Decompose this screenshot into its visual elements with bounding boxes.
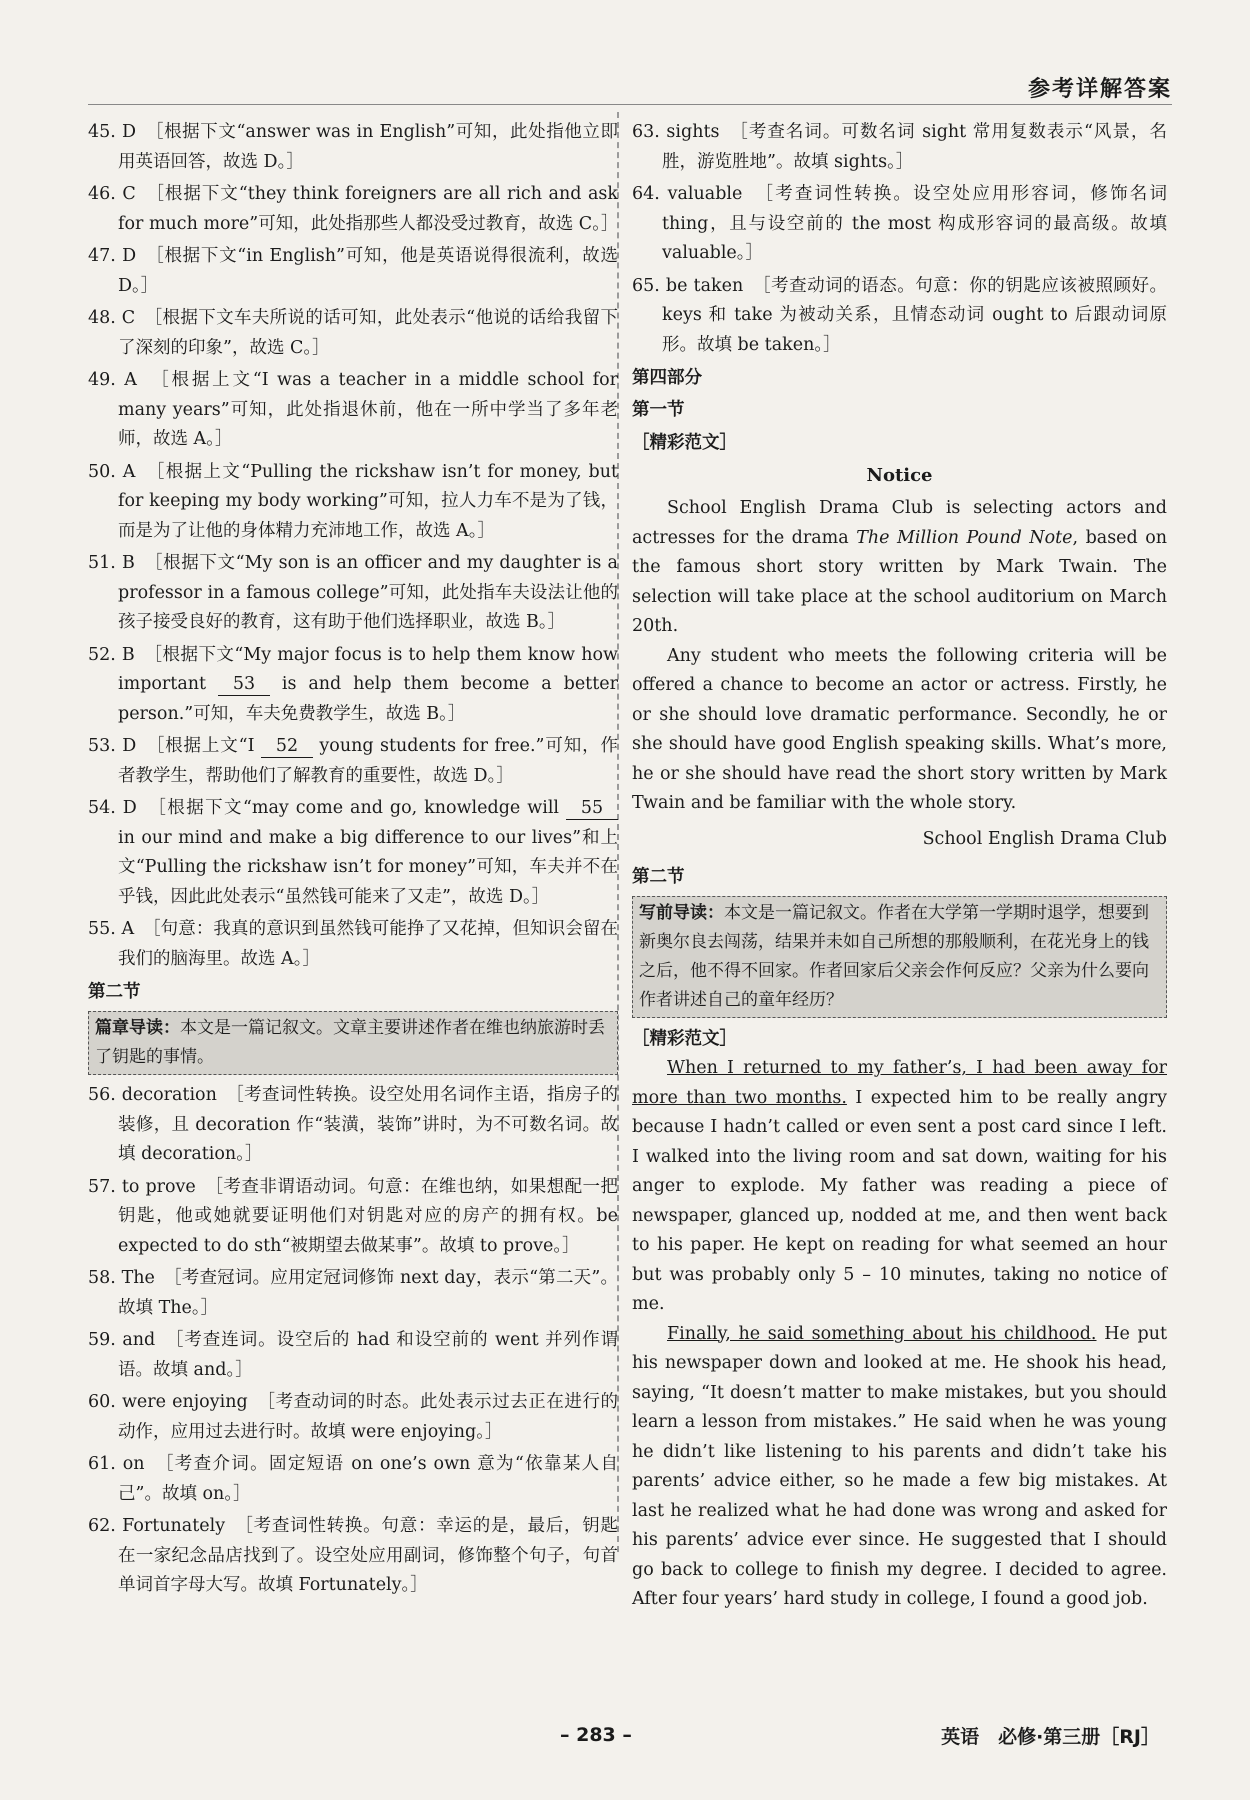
answer-num: 60. were enjoying [88, 1392, 248, 1412]
right-column [632, 118, 1167, 1615]
answer-num: 45. D [88, 122, 137, 142]
answer-num: 64. valuable [632, 184, 743, 204]
answer-num: 55. A [88, 919, 135, 939]
answer-item [88, 1512, 618, 1601]
answer-item-52 [88, 641, 618, 730]
answer-item [88, 549, 618, 638]
notice-title: Notice [866, 465, 933, 486]
essay-given-start: Finally, he said something about his childhood. [667, 1323, 1097, 1344]
model-essay-label: ［精彩范文］ [632, 433, 737, 453]
answer-num: 61. on [88, 1454, 145, 1474]
answer-item [632, 118, 1167, 177]
answer-item [88, 1450, 618, 1509]
notice-text: School English Drama Club is selecting actors and actresses for the drama [632, 498, 1167, 548]
answer-text: ［根据下文“My major focus is to help them know how important [118, 644, 618, 694]
blank-number: 53 [218, 673, 270, 696]
answer-item [88, 366, 618, 455]
model-essay-label: ［精彩范文］ [632, 1029, 737, 1049]
guide-text: 本文是一篇记叙文。作者在大学第一学期时退学，想要到新奥尔良去闯荡，结果并未如自己所想的那般顺利，在花光身上的钱之后，他不得不回家。作者回家后父亲会作何反应？父亲为什么要向作者讲述自己的童年经历？ [639, 903, 1149, 1010]
notice-text: , based on the famous short story written by Mark Twain. The selection will take place at the school auditorium on March 20th. [632, 527, 1167, 636]
section-heading: 第二节 [632, 867, 685, 887]
notice-paragraph-1 [632, 494, 1167, 642]
part-heading: 第四部分 [632, 368, 702, 388]
answer-text: ［根据下文“in English”可知，他是英语说得很流利，故选 D。］ [118, 246, 618, 296]
answer-item [88, 1081, 618, 1170]
section-heading: 第二节 [88, 982, 141, 1002]
blank-number: 52 [261, 735, 313, 758]
answer-item [88, 118, 618, 177]
answer-num: 54. D [88, 798, 137, 818]
answer-num: 58. The [88, 1268, 155, 1288]
essay-paragraph-1 [632, 1054, 1167, 1320]
answer-num: 49. A [88, 370, 137, 390]
answer-text: ［考查冠词。应用定冠词修饰 next day，表示“第二天”。故填 The。］ [118, 1268, 618, 1318]
answer-text: ［考查介词。固定短语 on one’s own 意为“依靠某人自己”。故填 on。］ [118, 1454, 619, 1504]
page-header-title: 参考详解答案 [1027, 77, 1172, 102]
left-column [88, 118, 618, 1604]
book-title: 英语 必修·第三册［RJ］ [941, 1726, 1160, 1748]
guide-label: 写前导读： [639, 903, 724, 923]
reading-guide-box [88, 1011, 618, 1075]
answer-text: ［根据下文车夫所说的话可知，此处表示“他说的话给我留下了深刻的印象”，故选 C。］ [118, 308, 618, 358]
answer-text: ［考查动词的时态。此处表示过去正在进行的动作，应用过去进行时。故填 were enjoying。］ [118, 1392, 619, 1442]
answer-item-53 [88, 732, 618, 791]
answer-item [88, 180, 618, 239]
answer-list-part1 [88, 118, 618, 638]
answer-item [88, 304, 618, 363]
page-number: – 283 – [560, 1724, 632, 1746]
answer-num: 46. C [88, 184, 136, 204]
answer-num: 65. be taken [632, 275, 744, 296]
answer-item [88, 458, 618, 547]
answer-item [88, 242, 618, 301]
answer-item-54 [88, 794, 618, 912]
answer-text: ［句意：我真的意识到虽然钱可能挣了又花掉，但知识会留在我们的脑海里。故选 A。］ [118, 919, 618, 969]
answer-num: 48. C [88, 308, 136, 328]
answer-num: 63. sights [632, 122, 720, 142]
answer-text: ［考查词性转换。句意：幸运的是，最后，钥匙在一家纪念品店找到了。设空处应用副词，修饰整个句子，句首单词首字母大写。故填 Fortunately。］ [118, 1516, 618, 1595]
answer-item [88, 1326, 618, 1385]
answer-num: 59. and [88, 1330, 156, 1350]
notice-paragraph-2: Any student who meets the following criteria will be offered a chance to become an actor or actress. Firstly, he or she should love dramatic performance. Secondly, he or she should have good English speaking skills. What’s more, he or she should have read the short story written by Mark Twain and be familiar with the whole story. [632, 645, 1167, 813]
header-rule [88, 104, 1172, 105]
answer-text: ［考查词性转换。设空处应用形容词，修饰名词 thing，且与设空前的 the most 构成形容词的最高级。故填 valuable。］ [662, 184, 1168, 263]
blank-number: 55 [566, 797, 618, 820]
answer-text: is and help them become a better person.”可知，车夫免费教学生，故选 B。］ [118, 674, 618, 724]
answer-num: 51. B [88, 553, 135, 573]
answer-text: ［考查名词。可数名词 sight 常用复数表示“风景，名胜，游览胜地”。故填 sights。］ [662, 122, 1168, 172]
answer-text: ［根据下文“My son is an officer and my daughter is a professor in a famous college”可知，此处指车夫设法让他的孩子接受良好的教育，这有助于他们选择职业，故选 B。］ [118, 553, 618, 632]
answer-text: ［根据下文“answer was in English”可知，此处指他立即用英语回答，故选 D。］ [118, 122, 619, 172]
answer-item [88, 1173, 618, 1262]
writing-guide-box [632, 896, 1167, 1018]
answer-text: ［考查动词的语态。句意：你的钥匙应该被照顾好。keys 和 take 为被动关系，且情态动词 ought to 后跟动词原形。故填 be taken。］ [662, 275, 1168, 355]
answer-text: ［根据上文“I was a teacher in a middle school for many years”可知，此处指退休前，他在一所中学当了多年老师，故选 A。］ [118, 370, 618, 449]
answer-list-part2 [88, 1081, 618, 1601]
essay-paragraph-2 [632, 1320, 1167, 1615]
answer-text: ［根据下文“they think foreigners are all rich and ask for much more”可知，此处指那些人都没受过教育，故选 C。］ [118, 184, 619, 234]
answer-text: ［根据上文“Pulling the rickshaw isn’t for money, but for keeping my body working”可知，拉人力车不是为了钱，而是为了让他的身体精力充沛地工作，故选 A。］ [118, 461, 618, 541]
answer-text: ［考查连词。设空后的 had 和设空前的 went 并列作谓语。故填 and。］ [118, 1330, 619, 1380]
answer-text: ［考查非谓语动词。句意：在维也纳，如果想配一把钥匙，他或她就要证明他们对钥匙对应的房产的拥有权。be expected to do sth“被期望去做某事”。故填 to prove。］ [118, 1176, 619, 1256]
guide-text: 本文是一篇记叙文。文章主要讲述作者在维也纳旅游时丢了钥匙的事情。 [95, 1018, 605, 1067]
answer-item [88, 1264, 618, 1323]
drama-title: The Million Pound Note [856, 527, 1073, 548]
answer-num: 53. D [88, 736, 137, 756]
answer-item [632, 180, 1167, 269]
answer-text: ［根据上文“I [155, 736, 255, 756]
answer-num: 50. A [88, 461, 136, 482]
answer-item-55 [88, 915, 618, 974]
answer-num: 56. decoration [88, 1085, 217, 1105]
essay-text: He put his newspaper down and looked at me. He shook his head, saying, “It doesn’t matter to make mistakes, but you should learn a lesson from mistakes.” He said when he was young he didn’t like listening to his parents and didn’t take his parents’ advice either, so he made a few big mistakes. At last he realized what he had done was wrong and asked for his parents’ advice ever since. He suggested that I should go back to college to finish my degree. I decided to agree. After four years’ hard study in college, I found a good job. [632, 1323, 1168, 1609]
notice-signature: School English Drama Club [922, 828, 1167, 849]
essay-given-start: When I returned to my father’s, I had been away for more than two months. [632, 1058, 1167, 1108]
answer-text: in our mind and make a big difference to our lives”和上文“Pulling the rickshaw isn’t for money”可知，车夫并不在乎钱，因此此处表示“虽然钱可能来了又走”，故选 D。］ [118, 827, 618, 907]
answer-text: young students for free.”可知，作者教学生，帮助他们了解教育的重要性，故选 D。］ [118, 736, 618, 786]
essay-text: I expected him to be really angry because I hadn’t called or even sent a post card since I left. I walked into the living room and sat down, waiting for his anger to explode. My father was reading a piece of newspaper, glanced up, nodded at me, and then went back to his paper. He kept on reading for what seemed an hour but was probably only 5 – 10 minutes, taking no notice of me. [632, 1087, 1167, 1314]
answer-text: ［考查词性转换。设空处用名词作主语，指房子的装修，且 decoration 作“装潢，装饰”讲时，为不可数名词。故填 decoration。］ [118, 1085, 619, 1164]
answer-num: 47. D [88, 246, 137, 266]
answer-text: ［根据下文“may come and go, knowledge will [157, 798, 560, 818]
answer-item [88, 1388, 618, 1447]
section-heading: 第一节 [632, 400, 685, 420]
answer-num: 62. Fortunately [88, 1516, 226, 1536]
guide-label: 篇章导读： [95, 1018, 180, 1038]
answer-list-part3 [632, 118, 1167, 360]
answer-num: 52. B [88, 644, 135, 665]
answer-item [632, 272, 1167, 361]
answer-num: 57. to prove [88, 1176, 196, 1197]
